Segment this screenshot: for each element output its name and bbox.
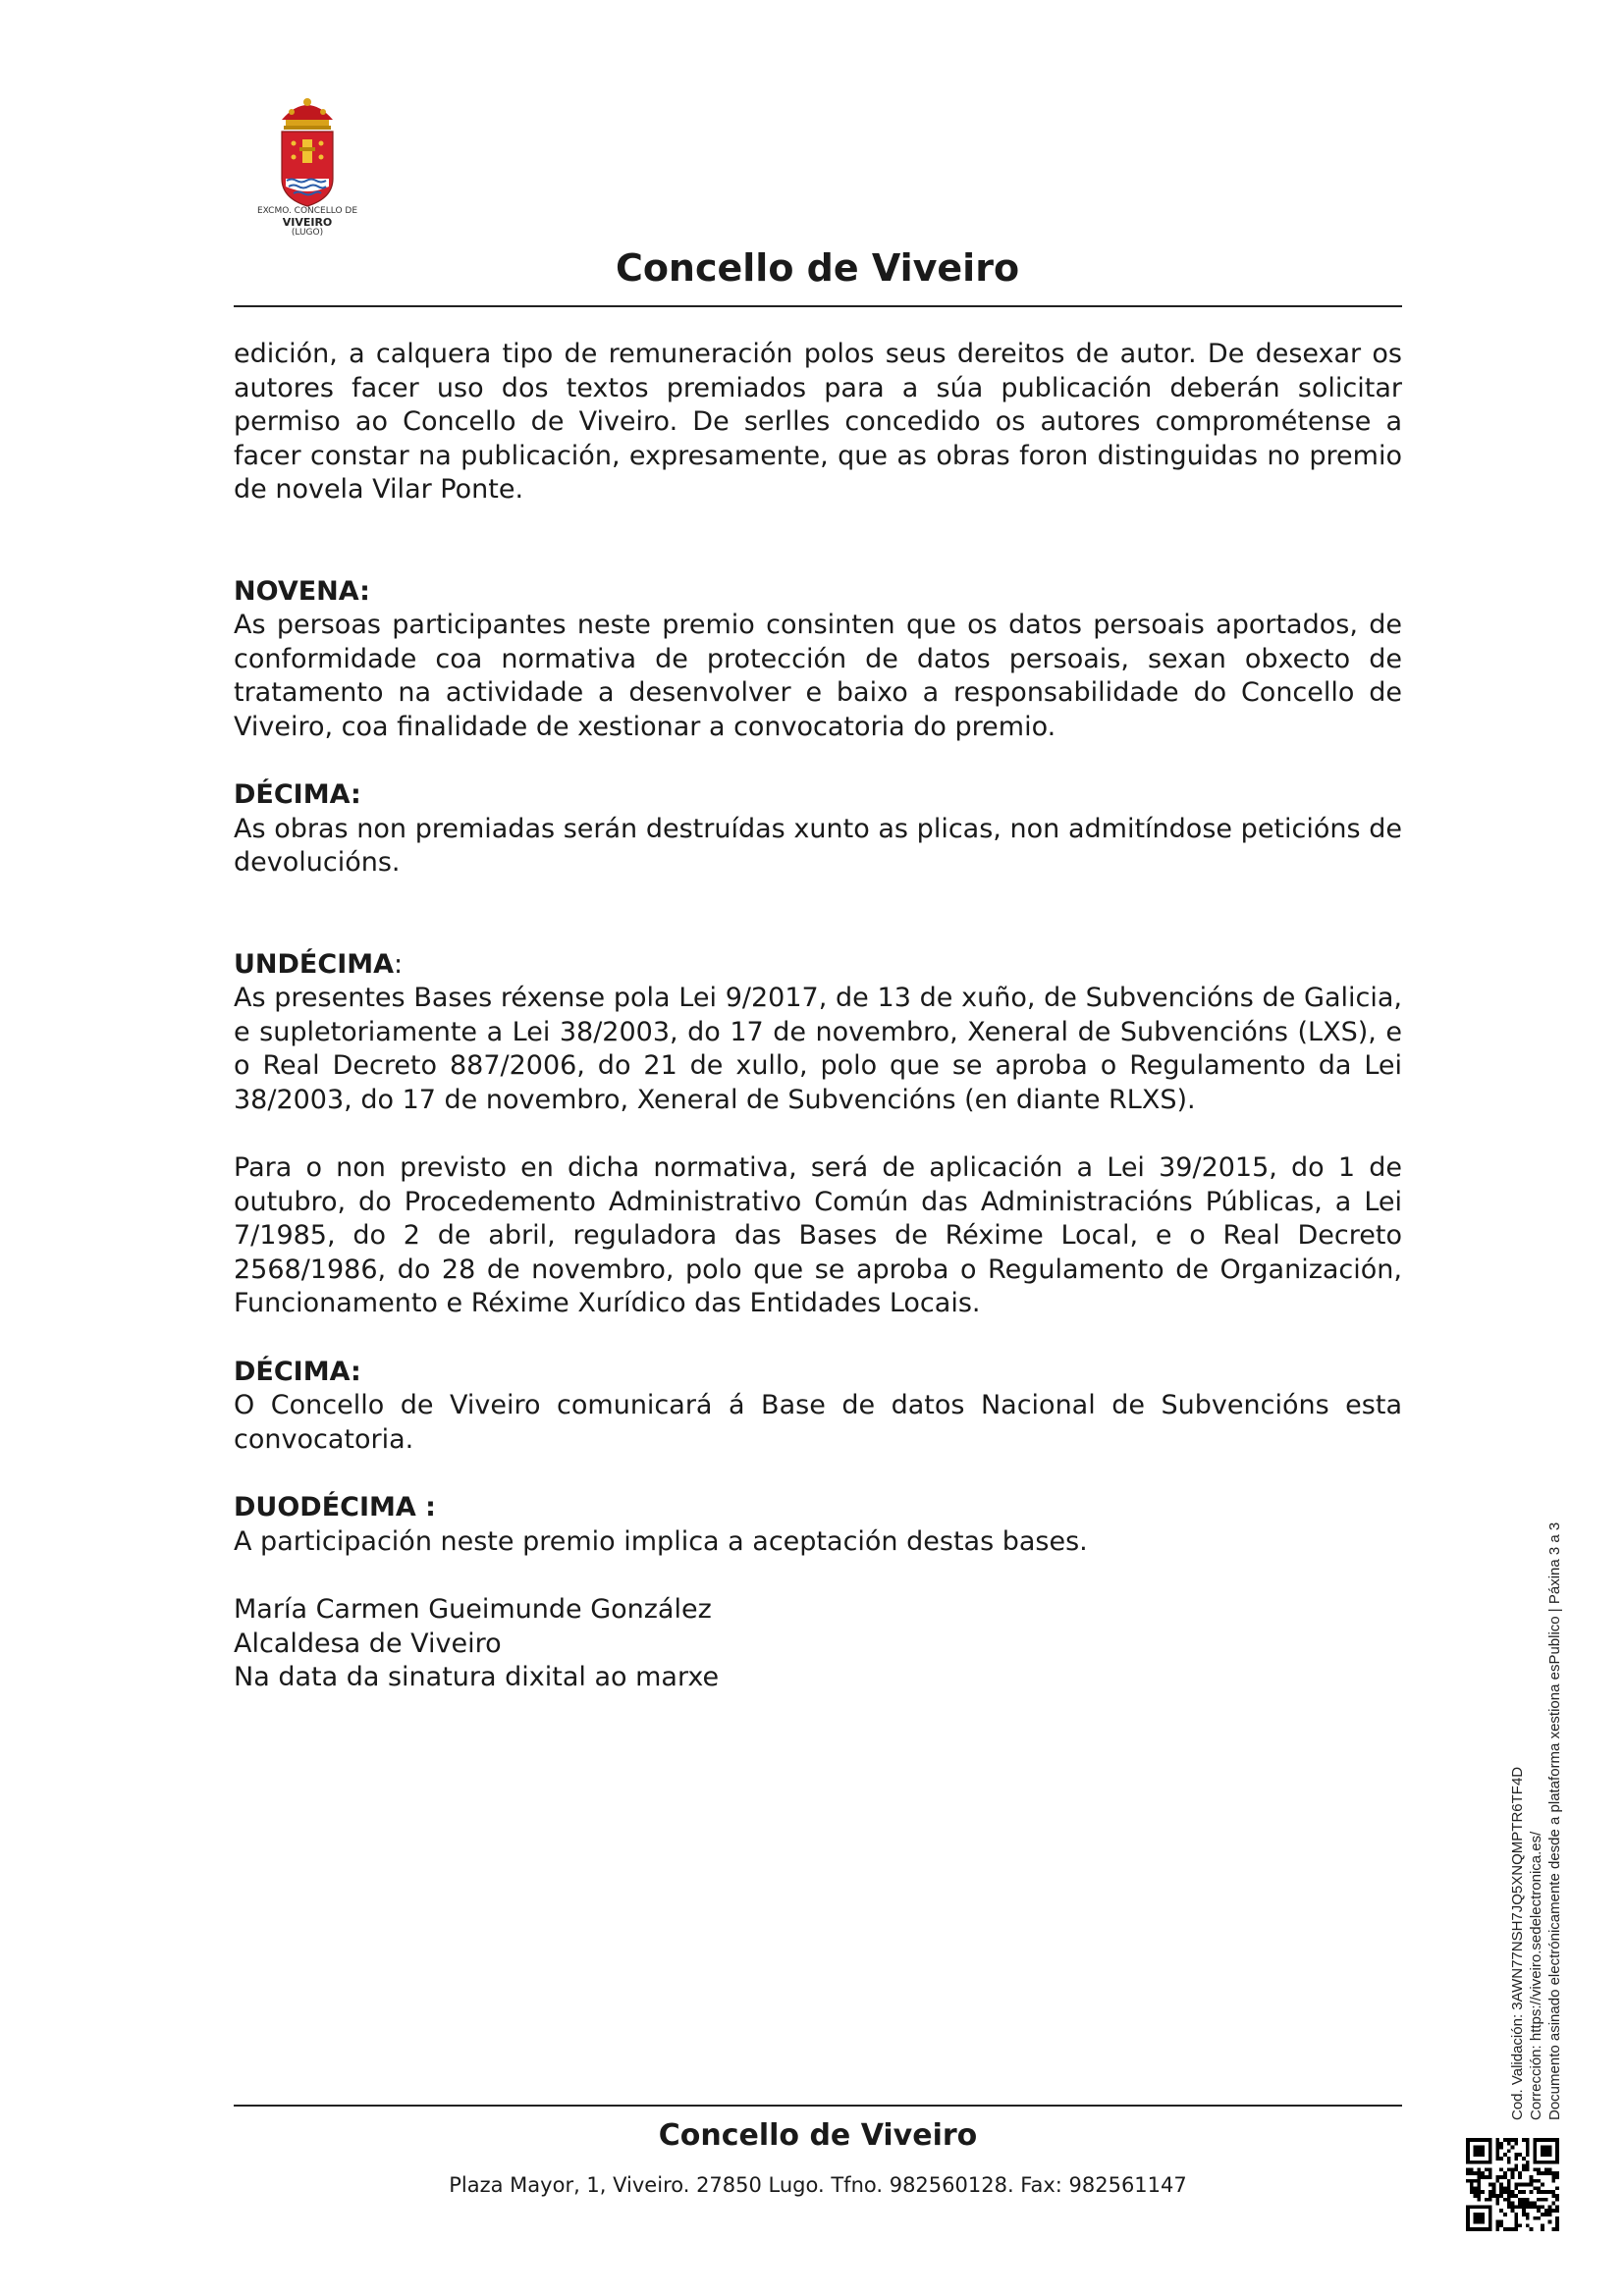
section-text-undecima: As presentes Bases réxense pola Lei 9/2017, de 13 de xuño, de Subvencións de Galicia, e supletoriamente a Lei 38/2003, do 17 de novembro, Xeneral de Subvencións (LXS), e o Real Decreto 887/2006, do 21 de xullo, polo que se aproba o Regulamento da Lei 38/2003, do 17 de novembro, Xeneral de Subvencións (en diante RLXS). [234, 983, 1402, 1115]
document-body [234, 338, 1402, 1695]
section-heading-duodecima: DUODÉCIMA : [234, 1492, 436, 1522]
section-text-decima-2: O Concello de Viveiro comunicará á Base de datos Nacional de Subvencións esta convocatoria. [234, 1390, 1402, 1455]
crest-caption-name: VIVEIRO [282, 216, 333, 229]
signature-platform-note: Documento asinado electrónicamente desde a plataforma xestiona esPublico | Páxina 3 a 3 [1546, 1522, 1563, 2120]
validation-code: Cod. Validación: 3AWN77NSH7JQ5XNQMPTR6TF4D [1509, 1766, 1526, 2120]
signature-role: Alcaldesa de Viveiro [234, 1628, 502, 1659]
section-text-novena: As persoas participantes neste premio consinten que os datos persoais aportados, de conformidade coa normativa de protección de datos persoais, sexan obxecto de tratamento na actividade a desenvolver e baixo a responsabilidade do Concello de Viveiro, coa finalidade de xestionar a convocatoria do premio. [234, 610, 1402, 742]
section-heading-undecima-colon: : [394, 948, 404, 980]
section-heading-decima-2: DÉCIMA: [234, 1356, 361, 1387]
section-heading-undecima-line [234, 948, 1402, 983]
crest-caption-sub: (LUGO) [291, 228, 324, 238]
intro-paragraph: edición, a calquera tipo de remuneración polos seus dereitos de autor. De desexar os autores facer uso dos textos premiados para a súa publicación deberán solicitar permiso ao Concello de Viveiro. De serlles concedido os autores comprométense a facer constar na publicación, expresamente, que as obras foron distinguidas no premio de novela Vilar Ponte. [234, 339, 1402, 505]
section-text-undecima-2: Para o non previsto en dicha normativa, será de aplicación a Lei 39/2015, do 1 de outubro, do Procedemento Administrativo Común das Administracións Públicas, a Lei 7/1985, do 2 de abril, reguladora das Bases de Réxime Local, e o Real Decreto 2568/1986, do 28 de novembro, polo que se aproba o Regulamento de Organización, Funcionamento e Réxime Xurídico das Entidades Locais. [234, 1152, 1402, 1318]
section-heading-novena: NOVENA: [234, 575, 370, 607]
section-text-duodecima: A participación neste premio implica a aceptación destas bases. [234, 1525, 1088, 1557]
footer-address: Plaza Mayor, 1, Viveiro. 27850 Lugo. Tfno. 982560128. Fax: 982561147 [449, 2173, 1187, 2197]
header-title: Concello de Viveiro [615, 246, 1020, 290]
section-text-decima: As obras non premiadas serán destruídas xunto as plicas, non admitíndose peticións de devolucións. [234, 813, 1402, 878]
section-heading-decima: DÉCIMA: [234, 779, 361, 810]
crest-caption-top: EXCMO. CONCELLO DE [256, 206, 358, 216]
signature-date-note: Na data da sinatura dixital ao marxe [234, 1662, 720, 1692]
validation-url: Corrección: https://viveiro.sedelectronica.es/ [1528, 1831, 1544, 2120]
header-divider [234, 305, 1402, 307]
crest-caption [239, 206, 376, 239]
footer-divider [234, 2105, 1402, 2107]
footer-title: Concello de Viveiro [658, 2118, 978, 2153]
signature-name: María Carmen Gueimunde González [234, 1594, 712, 1625]
section-heading-undecima: UNDÉCIMA [234, 948, 395, 980]
validation-sidebar [1508, 1419, 1571, 2120]
qr-code-icon [1466, 2138, 1559, 2231]
